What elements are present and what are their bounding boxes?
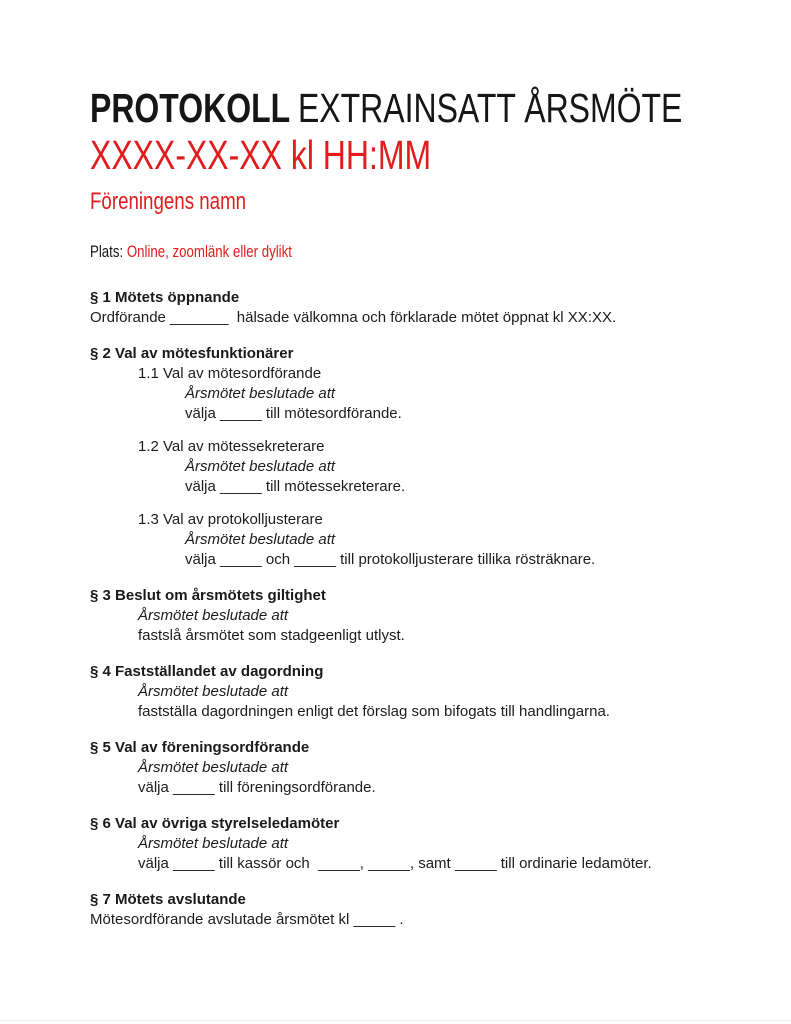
decision-phrase: Årsmötet beslutade att	[185, 385, 336, 402]
protocol-section	[90, 890, 701, 930]
section-line: fastslå årsmötet som stadgeenligt utlyst.	[138, 627, 405, 644]
protocol-section	[90, 662, 701, 722]
decision-phrase: Årsmötet beslutade att	[138, 683, 289, 700]
section-line: 1.3 Val av protokolljusterare	[138, 511, 323, 528]
section-line: välja _____ till mötessekreterare.	[185, 478, 406, 495]
section-line: välja _____ till föreningsordförande.	[138, 779, 376, 796]
section-heading: § 1 Mötets öppnande	[90, 289, 240, 306]
document-title	[90, 86, 701, 132]
section-heading: § 4 Fastställandet av dagordning	[90, 663, 324, 680]
section-heading: § 2 Val av mötesfunktionärer	[90, 345, 294, 362]
title-subject: EXTRAINSATT ÅRSMÖTE	[297, 85, 683, 131]
section-line: 1.2 Val av mötessekreterare	[138, 438, 325, 455]
decision-phrase: Årsmötet beslutade att	[185, 531, 336, 548]
protocol-section	[90, 814, 701, 874]
protocol-section	[90, 288, 701, 328]
decision-phrase: Årsmötet beslutade att	[138, 607, 289, 624]
decision-phrase: Årsmötet beslutade att	[185, 458, 336, 475]
location-line	[90, 242, 701, 262]
title-protokoll: PROTOKOLL	[90, 85, 291, 131]
protocol-section	[90, 586, 701, 646]
section-line: fastställa dagordningen enligt det förslag som bifogats till handlingarna.	[138, 703, 610, 720]
section-line: 1.1 Val av mötesordförande	[138, 365, 322, 382]
association-name	[90, 188, 701, 217]
protocol-section	[90, 344, 701, 570]
section-line: Ordförande _______ hälsade välkomna och förklarade mötet öppnat kl XX:XX.	[90, 309, 617, 326]
section-line: välja _____ till kassör och _____, _____, samt _____ till ordinarie ledamöter.	[138, 855, 652, 872]
protocol-section	[90, 738, 701, 798]
decision-phrase: Årsmötet beslutade att	[138, 759, 289, 776]
sections-container	[90, 288, 701, 930]
section-line: välja _____ och _____ till protokolljusterare tillika rösträknare.	[185, 551, 596, 568]
decision-phrase: Årsmötet beslutade att	[138, 835, 289, 852]
section-line: Mötesordförande avslutade årsmötet kl _____ .	[90, 911, 404, 928]
section-heading: § 6 Val av övriga styrelseledamöter	[90, 815, 340, 832]
location-label: Plats:	[90, 241, 127, 261]
section-heading: § 5 Val av föreningsordförande	[90, 739, 310, 756]
location-value: Online, zoomlänk eller dylikt	[126, 241, 292, 261]
association-name-text: Föreningens namn	[90, 187, 247, 215]
section-heading: § 3 Beslut om årsmötets giltighet	[90, 587, 326, 604]
page-bottom-divider	[0, 1020, 791, 1021]
section-line: välja _____ till mötesordförande.	[185, 405, 402, 422]
section-heading: § 7 Mötets avslutande	[90, 891, 246, 908]
meeting-datetime	[90, 133, 701, 179]
meeting-datetime-text: XXXX-XX-XX kl HH:MM	[90, 131, 432, 178]
